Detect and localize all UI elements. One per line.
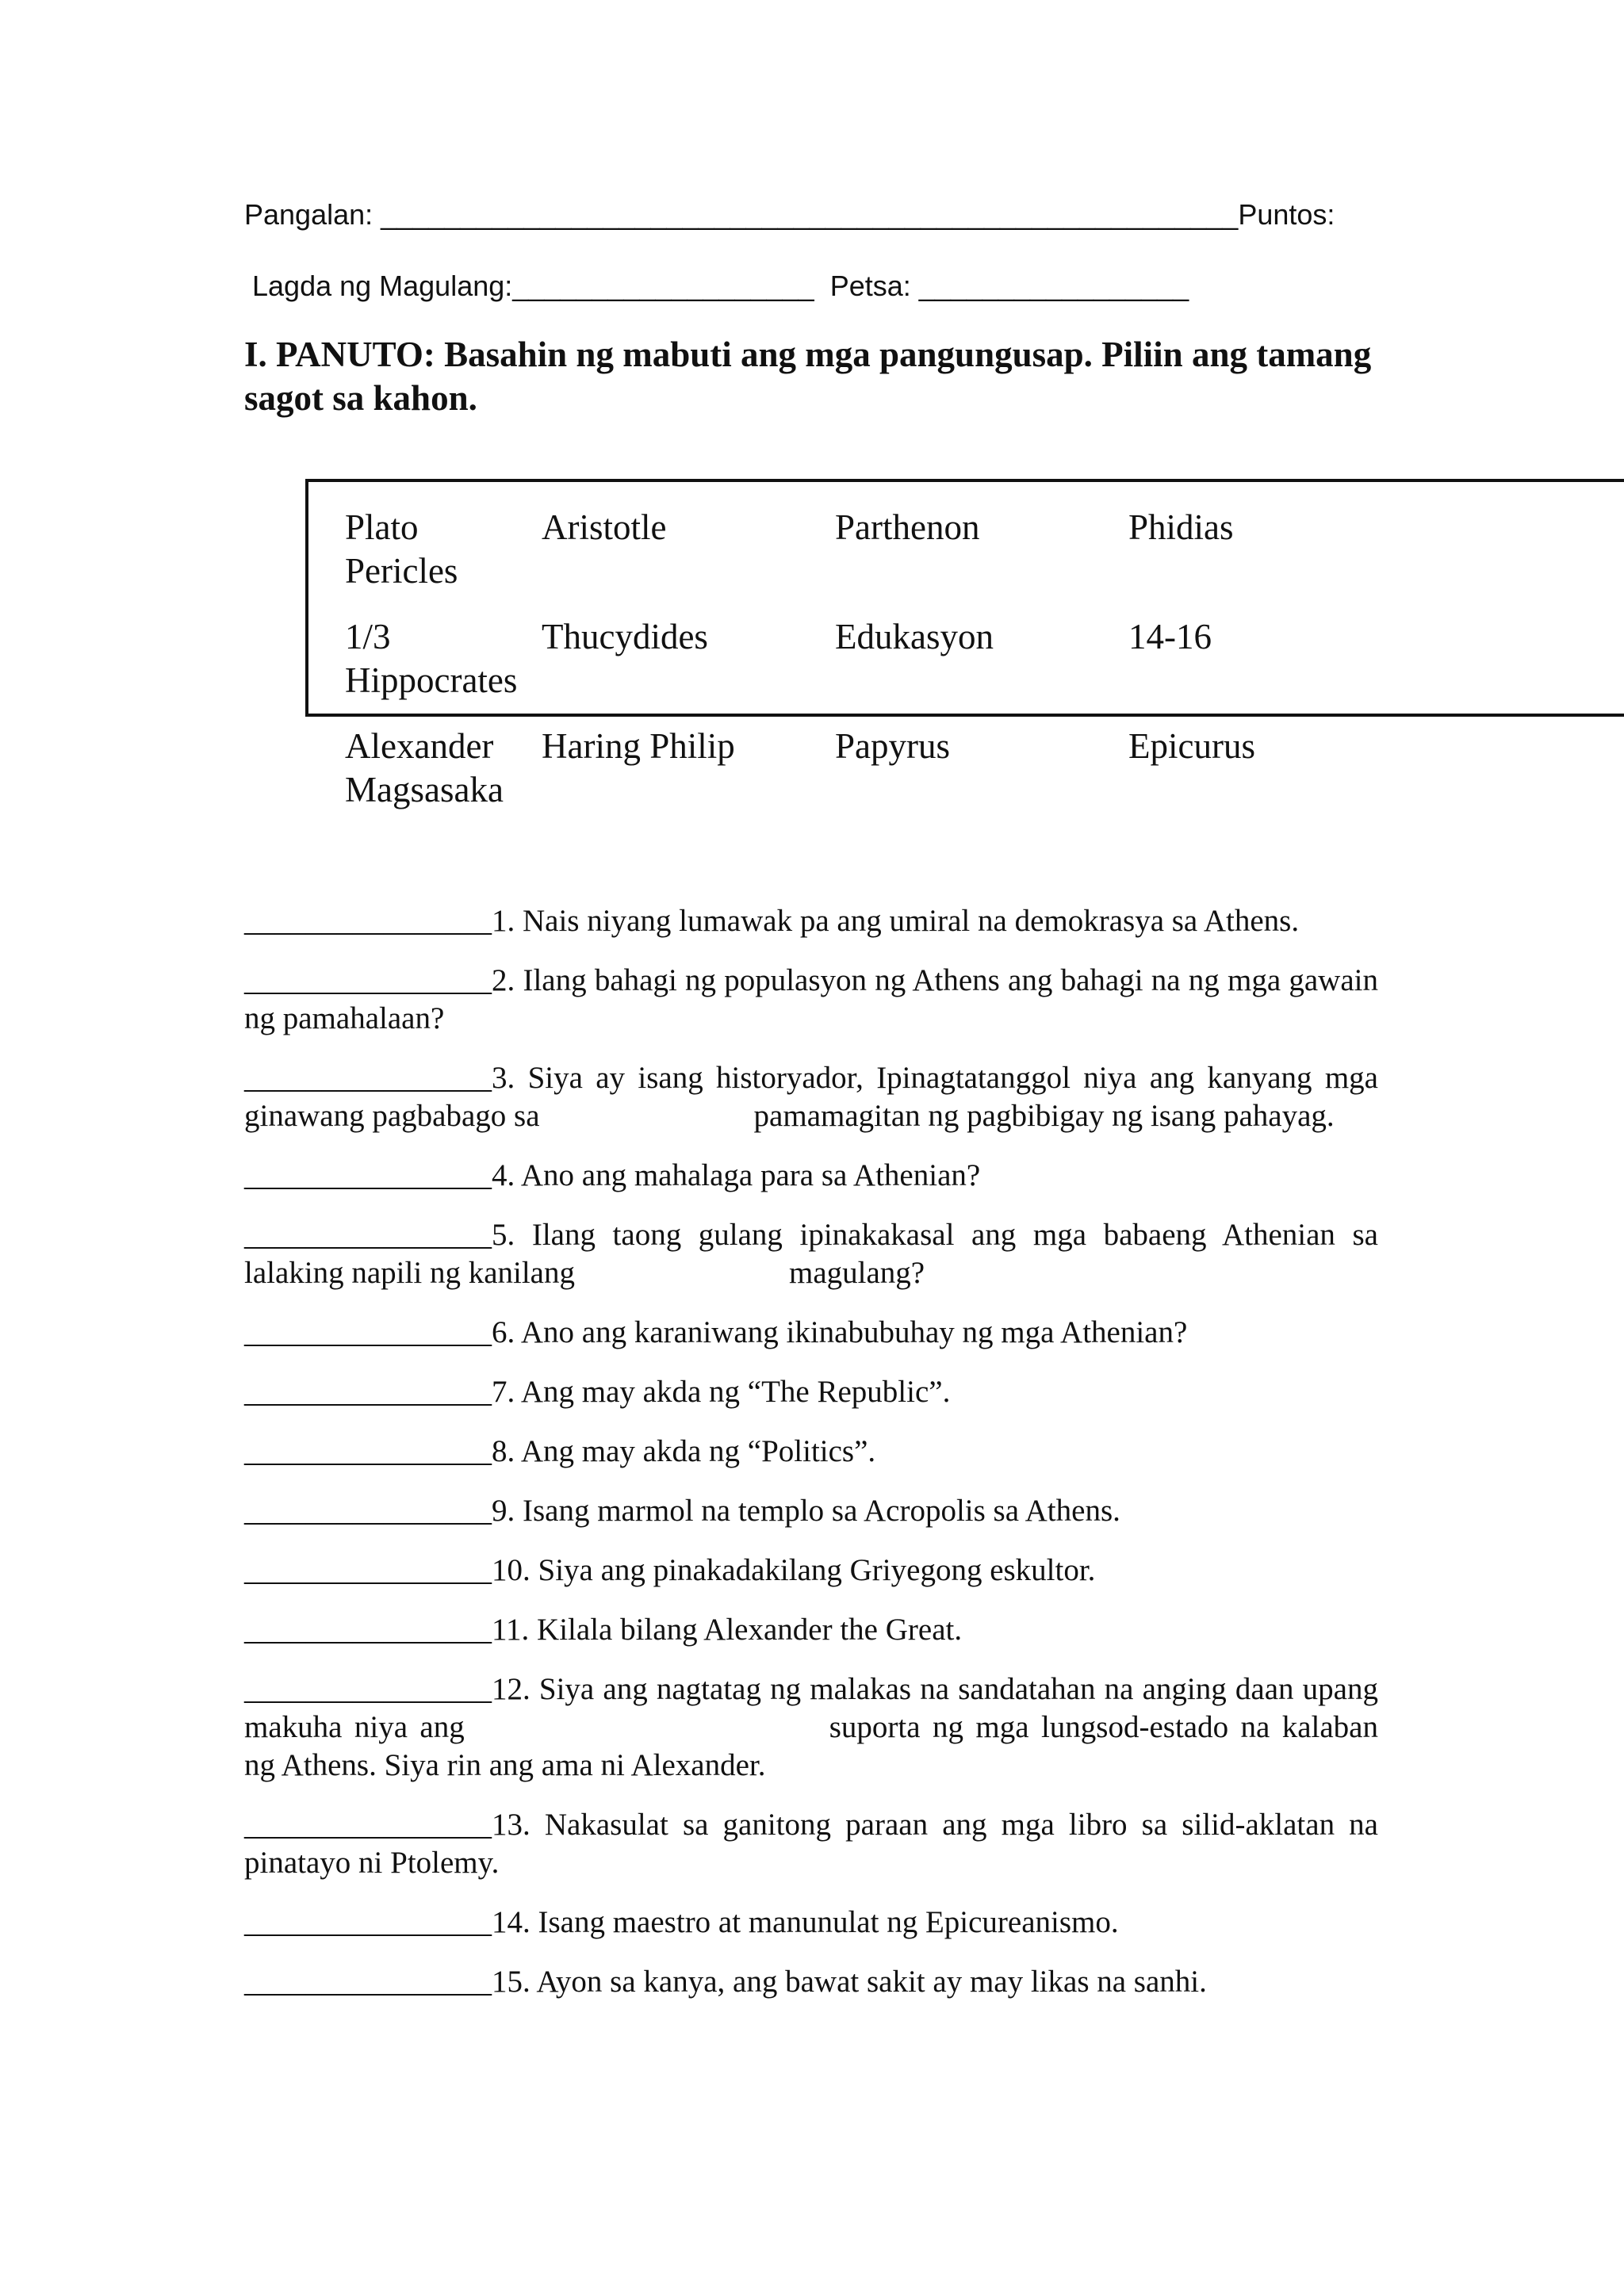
question-item [244, 1670, 1378, 1785]
answer-blank[interactable]: ________________ [244, 1494, 492, 1528]
question-item [244, 1314, 1378, 1352]
name-field[interactable]: ______________________________________________________ [381, 198, 1239, 231]
question-text: 6. Ano ang karaniwang ikinabubuhay ng mga Athenian? [492, 1315, 1188, 1349]
question-item [244, 1552, 1378, 1590]
choice: Papyrus [835, 726, 950, 766]
answer-blank[interactable]: ________________ [244, 1375, 492, 1409]
question-item [244, 1373, 1378, 1411]
choice: Pericles [345, 551, 458, 591]
question-text-continued: magulang? [788, 1256, 925, 1290]
answer-blank[interactable]: ________________ [244, 1158, 492, 1192]
answer-blank[interactable]: ________________ [244, 1553, 492, 1587]
choice: Hippocrates [345, 660, 518, 700]
question-text: 14. Isang maestro at manunulat ng Epicureanismo. [492, 1905, 1119, 1939]
answer-blank[interactable]: ________________ [244, 1965, 492, 1999]
question-text: 12. Siya ang nagtatag ng malakas na sandatahan na anging daan upang makuha niya ang [244, 1672, 1378, 1744]
date-field[interactable]: _________________ [918, 270, 1189, 302]
question-item [244, 1963, 1378, 2001]
answer-blank[interactable]: ________________ [244, 1905, 492, 1939]
parent-signature-field[interactable]: ___________________ [512, 270, 814, 302]
question-text: 1. Nais niyang lumawak pa ang umiral na demokrasya sa Athens. [492, 904, 1300, 938]
question-text: 5. Ilang taong gulang ipinakakasal ang mga babaeng Athenian sa lalaking napili ng kanilang [244, 1218, 1378, 1290]
name-row [244, 198, 1335, 232]
answer-blank[interactable]: ________________ [244, 1061, 492, 1095]
parent-signature-label: Lagda ng Magulang: [252, 270, 513, 302]
question-text: 2. Ilang bahagi ng populasyon ng Athens ang bahagi na ng mga gawain ng pamahalaan? [244, 963, 1378, 1035]
answer-blank[interactable]: ________________ [244, 1672, 492, 1706]
choice: Parthenon [835, 507, 980, 547]
question-item [244, 1904, 1378, 1942]
choice: Epicurus [1128, 726, 1255, 766]
choice: Aristotle [542, 507, 667, 547]
question-text: 8. Ang may akda ng “Politics”. [492, 1434, 876, 1468]
directions-heading: I. PANUTO: Basahin ng mabuti ang mga pangungusap. Piliin ang tamang sagot sa kahon. [244, 335, 1372, 418]
date-label: Petsa: [829, 270, 911, 302]
question-text: 15. Ayon sa kanya, ang bawat sakit ay may likas na sanhi. [492, 1965, 1207, 1999]
question-text: 11. Kilala bilang Alexander the Great. [492, 1613, 963, 1647]
choice: Haring Philip [542, 726, 735, 766]
choice: Edukasyon [835, 617, 994, 656]
question-item [244, 1611, 1378, 1649]
answer-blank[interactable]: ________________ [244, 1808, 492, 1842]
question-text-continued: suporta ng mga lungsod-estado na kalaban ng Athens. Siya rin ang ama ni Alexander. [244, 1710, 1378, 1782]
question-text: 7. Ang may akda ng “The Republic”. [492, 1375, 951, 1409]
question-list [244, 902, 1378, 2022]
choice: Alexander [345, 726, 494, 766]
answer-blank[interactable]: ________________ [244, 1613, 492, 1647]
answer-blank[interactable]: ________________ [244, 963, 492, 997]
question-item [244, 962, 1378, 1038]
question-text: 10. Siya ang pinakadakilang Griyegong eskultor. [492, 1553, 1096, 1587]
question-text: 3. Siya ay isang historyador, Ipinagtatanggol niya ang kanyang mga ginawang pagbabago sa [244, 1061, 1378, 1133]
question-item [244, 1433, 1378, 1471]
choice: Thucydides [542, 617, 708, 656]
answer-blank[interactable]: ________________ [244, 1315, 492, 1349]
choice: 14-16 [1128, 617, 1212, 656]
question-text: 4. Ano ang mahalaga para sa Athenian? [492, 1158, 981, 1192]
choice: 1/3 [345, 617, 391, 656]
question-text: 13. Nakasulat sa ganitong paraan ang mga libro sa silid-aklatan na pinatayo ni Ptolemy. [244, 1808, 1378, 1880]
answer-blank[interactable]: ________________ [244, 1434, 492, 1468]
answer-blank[interactable]: ________________ [244, 1218, 492, 1252]
score-label: Puntos: [1238, 198, 1335, 231]
question-text: 9. Isang marmol na templo sa Acropolis sa Athens. [492, 1494, 1120, 1528]
signature-row [252, 270, 1189, 303]
choice: Phidias [1128, 507, 1234, 547]
name-label: Pangalan: [244, 198, 373, 231]
answer-blank[interactable]: ________________ [244, 904, 492, 938]
question-item [244, 1806, 1378, 1882]
choice: Plato [345, 507, 419, 547]
choice: Magsasaka [345, 770, 504, 809]
question-item [244, 1157, 1378, 1195]
question-item [244, 1216, 1378, 1292]
question-item [244, 1059, 1378, 1135]
question-item [244, 902, 1378, 940]
question-item [244, 1492, 1378, 1530]
question-text-continued: pamamagitan ng pagbibigay ng isang pahayag. [753, 1099, 1335, 1133]
